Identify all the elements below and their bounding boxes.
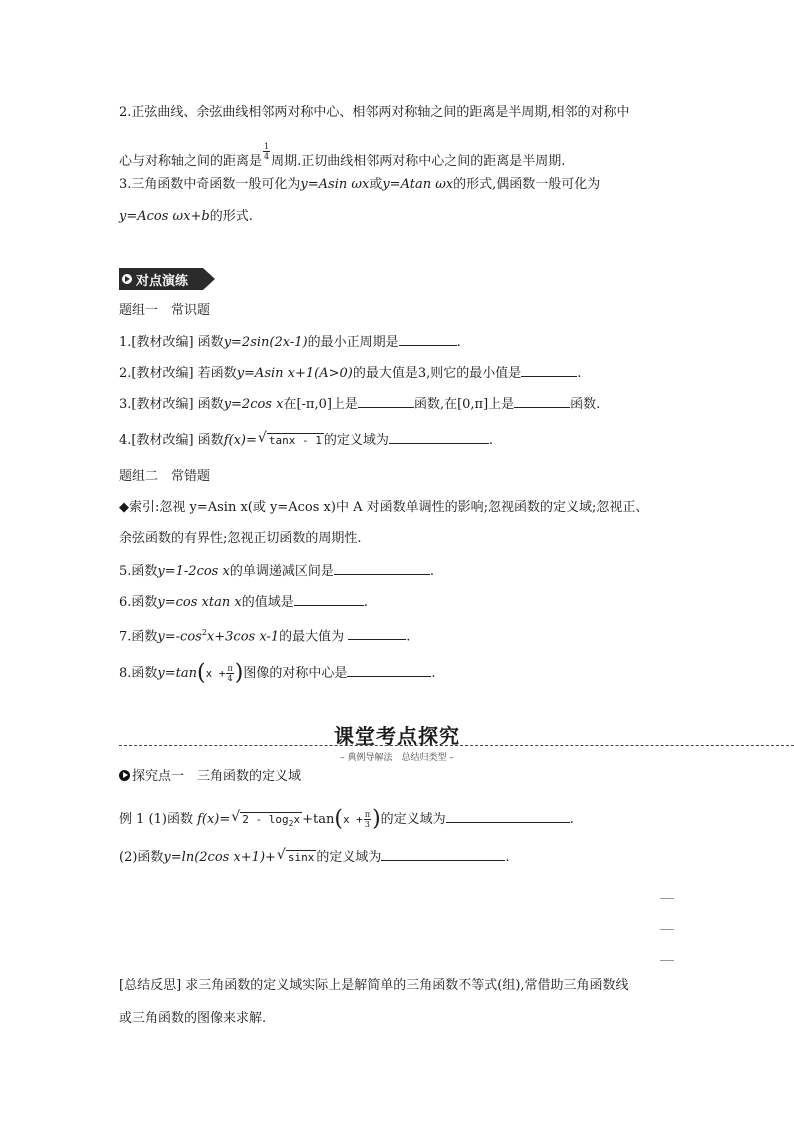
section-divider [119,745,794,746]
answer-blank[interactable] [381,848,505,861]
group-2-title: 题组二 常错题 [119,469,211,484]
answer-blank[interactable] [521,364,577,377]
banner-label: 对点演练 [136,274,189,289]
answer-blank[interactable] [514,395,570,408]
question-3: 3.[教材改编] 函数y=2cos x在[-π,0]上是 函数,在[0,π]上是 函数. [119,397,601,412]
sqrt-expression: √ $2 - \log_2x$ [231,809,301,829]
play-circle-icon [119,770,130,781]
question-5: 5.函数y=1-2cos x的单调递减区间是 . [119,564,434,579]
answer-blank[interactable] [334,562,430,575]
question-4: 4.[教材改编] 函数f(x)= √ tanx - 1 的定义域为 . [119,430,494,448]
note-2-line-1: 2.正弦曲线、余弦曲线相邻两对称中心、相邻两对称轴之间的距离是半周期,相邻的对称中 [119,105,630,120]
question-1: 1.[教材改编] 函数y=2sin(2x-1)的最小正周期是 . [119,335,461,350]
explore-heading: 探究点一 三角函数的定义域 [119,768,301,786]
answer-blank[interactable] [294,593,364,606]
summary-line-2: 或三角函数的图像来求解. [119,1011,267,1026]
margin-dash [660,960,674,961]
answer-blank[interactable] [348,627,406,640]
fraction-one-quarter: $\frac{1}{4}$ [264,142,270,161]
margin-dash [660,929,674,930]
question-6: 6.函数y=cos xtan x的值域是 . [119,595,368,610]
answer-blank[interactable] [399,333,457,346]
example-1-part-2: (2)函数y=ln(2cos x+1)+ √ sinx 的定义域为 . [119,847,510,865]
note-3-line-2: y=Acos ωx+b的形式. [119,209,253,224]
note-3-line-1: 3.三角函数中奇函数一般可化为y=Asin ωx或y=Atan ωx的形式,偶函数一般可化为 [119,177,601,192]
margin-dash [660,898,674,899]
note-2-line-2: 心与对称轴之间的距离是 $\frac{1}{4}$ 周期.正切曲线相邻两对称中心之间的距离是半周期. [119,142,566,169]
answer-blank[interactable] [358,395,414,408]
question-8: 8.函数y=tan(x + $\frac{\pi}{4}$ )图像的对称中心是 . [119,660,436,686]
fraction-pi-over-4: $\frac{\pi}{4}$ [227,664,233,683]
fraction-pi-over-3: $\frac{\pi}{3}$ [364,810,371,829]
section-subtitle: – 典例导解法 总结归类型 – [340,753,454,763]
section-title: 课堂考点探究 [334,724,460,748]
question-2: 2.[教材改编] 若函数y=Asin x+1(A>0)的最大值是3,则它的最小值是 . [119,366,582,381]
summary-line-1: [总结反思] 求三角函数的定义域实际上是解简单的三角函数不等式(组),常借助三角函数线 [119,978,629,993]
answer-blank[interactable] [347,664,431,677]
sqrt-expression: √ tanx - 1 [257,430,322,447]
sqrt-expression: √ sinx [276,847,315,864]
example-1-part-1: 例 1 (1)函数 f(x)= √ $2 - \log_2x +\tan(x$ + $\frac{\pi}{3}$ )的定义域为 . [119,806,574,832]
index-line-2: 余弦函数的有界性;忽视正切函数的周期性. [119,531,362,546]
index-line-1: ◆索引:忽视 y=Asin x(或 y=Acos x)中 A 对函数单调性的影响;忽视函数的定义域;忽视正、 [119,500,649,515]
group-1-title: 题组一 常识题 [119,303,211,318]
answer-blank[interactable] [446,810,570,823]
question-7: 7.函数$y=-\cos^2x+3\cos$ x-1的最大值为 . [119,628,411,645]
practice-banner [119,268,215,290]
answer-blank[interactable] [389,431,489,444]
